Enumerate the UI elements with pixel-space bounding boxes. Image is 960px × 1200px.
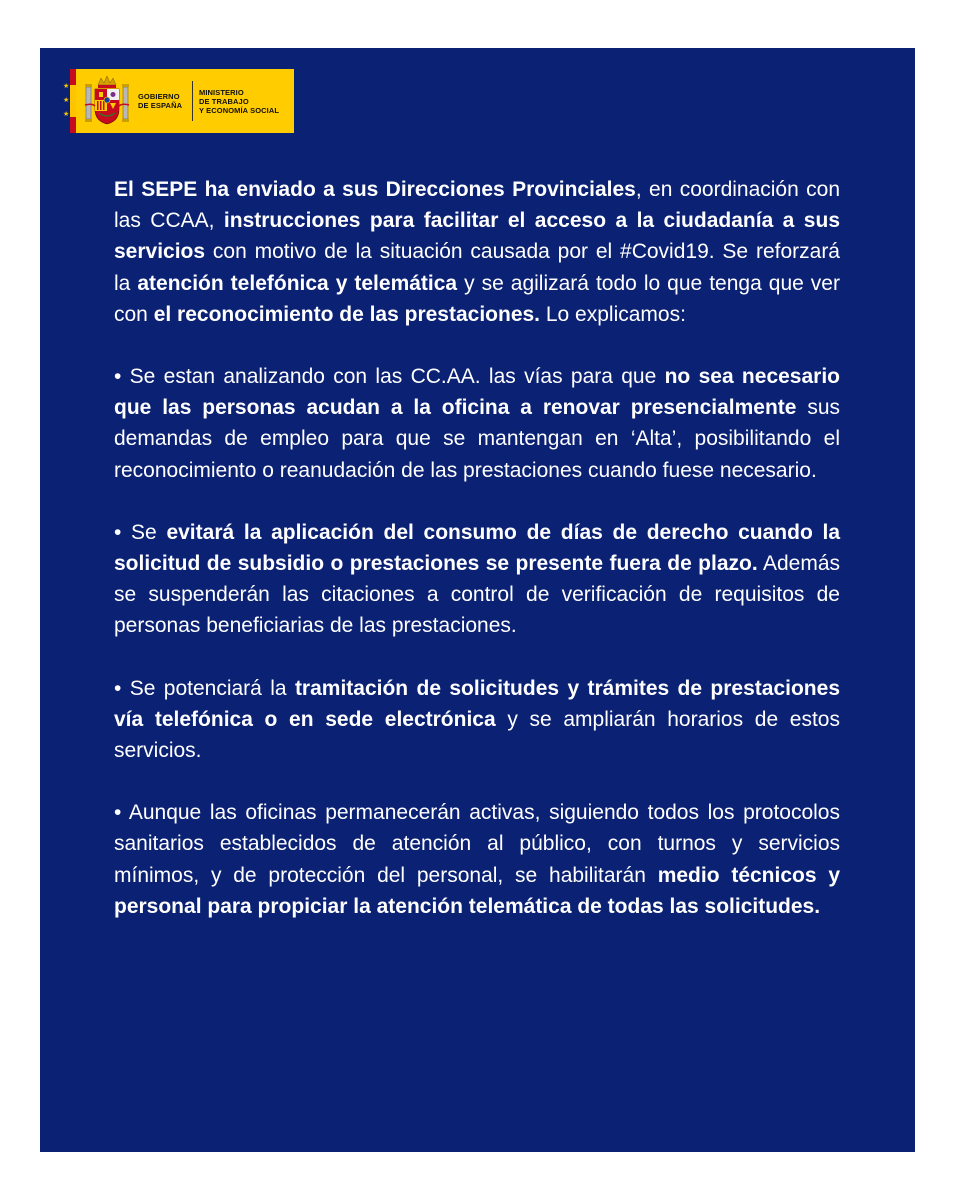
text-regular: Lo explicamos: <box>540 302 686 326</box>
bullet-paragraph <box>114 673 840 767</box>
text-regular: Además se suspenderán las citaciones a control de verificación de requisitos de personas beneficiarias de las prestaciones. <box>114 552 840 638</box>
text-regular: con motivo de la situación causada por el #Covid19. Se reforzará la <box>114 240 840 295</box>
logo-line: Y ECONOMÍA SOCIAL <box>199 105 280 115</box>
bullet-paragraph <box>114 797 840 922</box>
intro-paragraph <box>114 174 840 330</box>
announcement-body <box>114 174 840 953</box>
text-regular: , en coordinación con las CCAA, <box>114 178 840 233</box>
announcement-panel <box>40 48 915 1152</box>
text-regular: y se ampliarán horarios de estos servicios. <box>114 707 840 763</box>
text-bold: no sea necesario que las personas acudan a la oficina a renovar presencialmente <box>114 365 840 420</box>
logo-line: DE ESPAÑA <box>138 101 183 110</box>
text-bold: atención telefónica y telemática <box>137 271 458 295</box>
logo-line: MINISTERIO <box>199 87 244 97</box>
logo-line: DE TRABAJO <box>199 96 249 106</box>
text-regular: y se agilizará todo lo que tenga que ver con <box>114 271 840 326</box>
text-regular: • Aunque las oficinas permanecerán activas, siguiendo todos los protocolos sanitarios establecidos de atención al público, con turnos y servicios mínimos, y de protección del personal, se habilitarán <box>114 801 840 887</box>
text-bold: el reconocimiento de las prestaciones. <box>153 302 541 326</box>
logo-line: GOBIERNO <box>138 92 180 101</box>
logo-ministry-text <box>199 88 279 115</box>
text-bold: tramitación de solicitudes y trámites de prestaciones vía telefónica o en sede electrónica <box>114 676 840 731</box>
text-bold: instrucciones para facilitar el acceso a la ciudadanía a sus servicios <box>114 209 840 264</box>
text-regular: • Se estan analizando con las CC.AA. las vías para que <box>114 365 665 389</box>
bullet-paragraph <box>114 361 840 486</box>
text-regular: sus demandas de empleo para que se mantengan en ‘Alta’, posibilitando el reconocimiento o reanudación de las prestaciones cuando fuese necesario. <box>114 396 841 482</box>
logo-government-text <box>138 92 190 110</box>
eu-stars-icon: ★ ★ ★ <box>62 69 70 133</box>
text-regular: • Se potenciará la <box>114 676 295 700</box>
logo-box <box>76 69 294 133</box>
text-bold: medio técnicos y personal para propiciar la atención telemática de todas las solicitudes. <box>114 863 840 918</box>
text-bold: El SEPE ha enviado a sus Direcciones Provinciales <box>114 178 636 201</box>
government-logo <box>62 69 294 133</box>
logo-divider <box>192 81 193 121</box>
text-regular: • Se <box>114 520 167 544</box>
bullet-paragraph <box>114 517 840 642</box>
coat-of-arms-icon <box>84 75 130 127</box>
text-bold: evitará la aplicación del consumo de días de derecho cuando la solicitud de subsidio o prestaciones se presente fuera de plazo. <box>114 520 840 576</box>
